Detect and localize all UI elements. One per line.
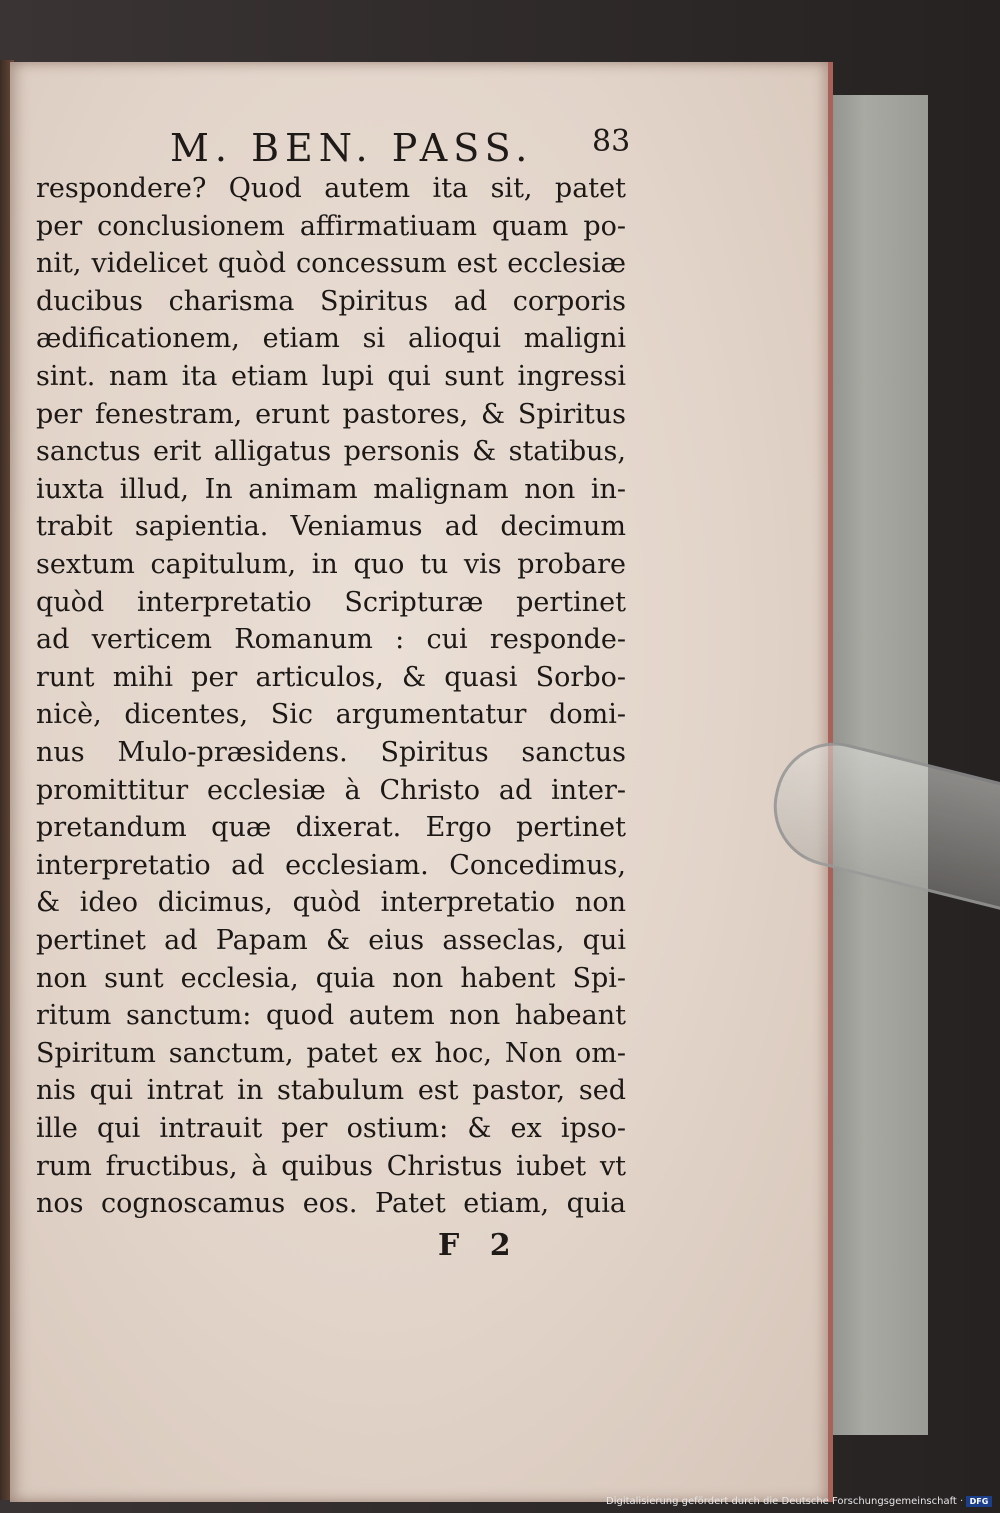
text-line: nis qui intrat in stabulum est pastor, sed [36, 1075, 626, 1107]
text-line: quòd interpretatio Scripturæ pertinet [36, 586, 626, 618]
digitization-credit: Digitalisierung gefördert durch die Deutsche Forschungsgemeinschaft · [606, 1496, 964, 1507]
text-line: nit, videlicet quòd concessum est ecclesiæ [36, 248, 626, 280]
text-line: trabit sapientia. Veniamus ad decimum [36, 511, 626, 543]
text-line: promittitur ecclesiæ à Christo ad inter- [36, 774, 626, 806]
running-head: M. BEN. PASS. [170, 126, 534, 170]
text-line: sanctus erit alligatus personis & statibus, [36, 436, 626, 468]
text-line: ædificationem, etiam si alioqui maligni [36, 323, 626, 355]
text-line: nus Mulo-præsidens. Spiritus sanctus [36, 737, 626, 768]
text-line: runt mihi per articulos, & quasi Sorbo- [36, 661, 626, 693]
text-line: nos cognoscamus eos. Patet etiam, quia [36, 1188, 626, 1220]
text-line: per conclusionem affirmatiuam quam po- [36, 210, 626, 242]
text-line: non sunt ecclesia, quia non habent Spi- [36, 962, 626, 994]
text-line: per fenestram, erunt pastores, & Spiritus [36, 398, 626, 430]
text-line: respondere? Quod autem ita sit, patet [36, 173, 626, 204]
page-number: 83 [592, 124, 631, 159]
text-line: ille qui intrauit per ostium: & ex ipso- [36, 1113, 626, 1144]
text-line: & ideo dicimus, quòd interpretatio non [36, 887, 626, 919]
text-line: interpretatio ad ecclesiam. Concedimus, [36, 849, 626, 881]
text-line: sextum capitulum, in quo tu vis probare [36, 549, 626, 580]
text-line: rum fructibus, à quibus Christus iubet vt [36, 1150, 626, 1182]
text-line: nicè, dicentes, Sic argumentatur domi- [36, 699, 626, 731]
dfg-logo: DFG [966, 1496, 992, 1507]
text-line: Spiritum sanctum, patet ex hoc, Non om- [36, 1037, 626, 1069]
text-line: iuxta illud, In animam malignam non in- [36, 473, 626, 505]
text-line: ad verticem Romanum : cui responde- [36, 624, 626, 656]
text-line: pertinet ad Papam & eius asseclas, qui [36, 925, 626, 956]
text-line: ducibus charisma Spiritus ad corporis [36, 285, 626, 317]
text-line: pretandum quæ dixerat. Ergo pertinet [36, 812, 626, 844]
signature-mark: F 2 [438, 1228, 521, 1263]
text-line: sint. nam ita etiam lupi qui sunt ingressi [36, 361, 626, 392]
text-line: ritum sanctum: quod autem non habeant [36, 1000, 626, 1032]
